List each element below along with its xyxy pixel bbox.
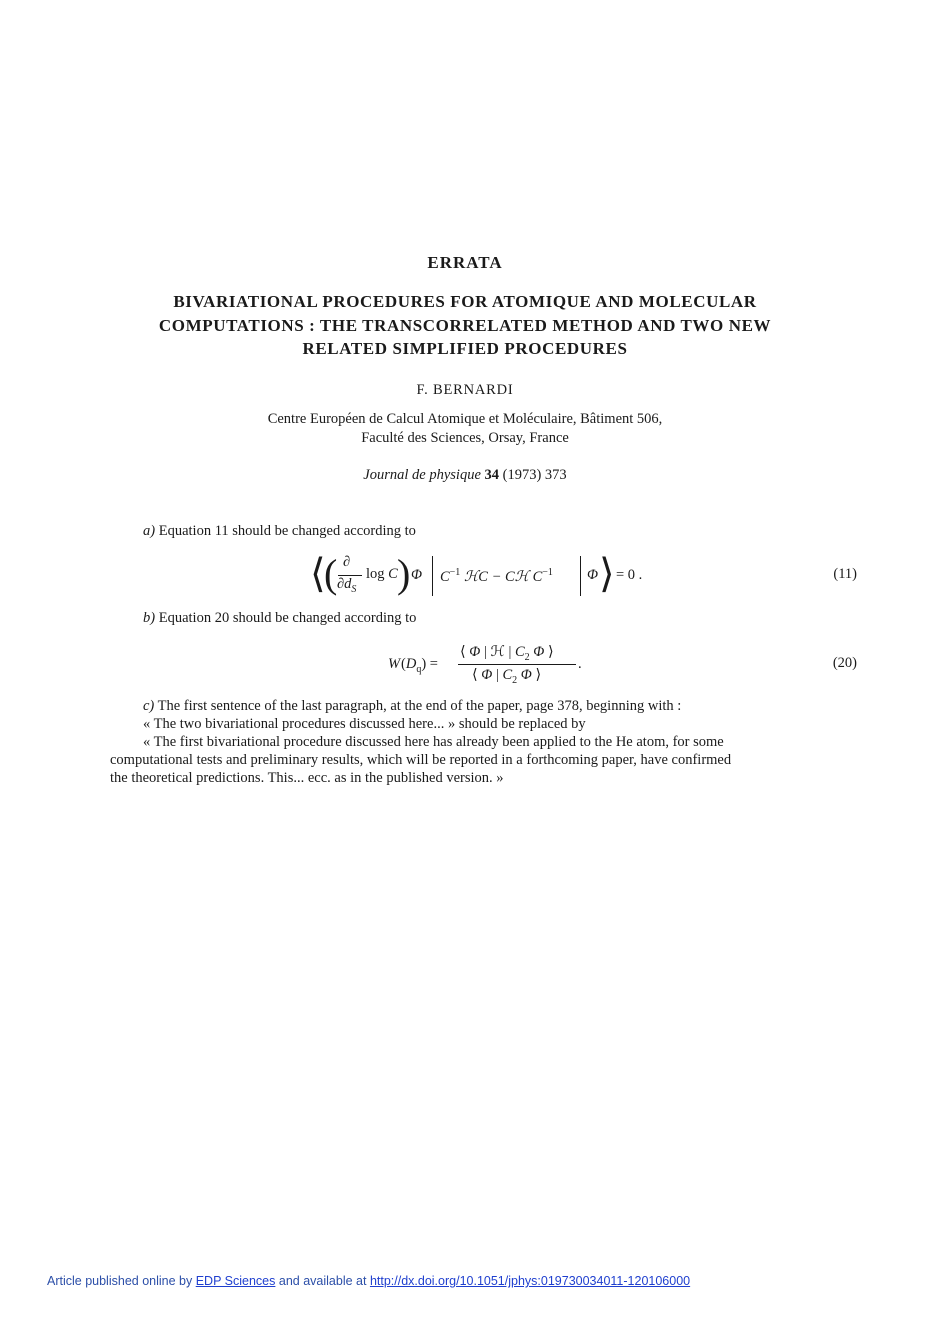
correction-c — [143, 698, 681, 715]
eq11-bar-2 — [580, 556, 581, 596]
footer-middle: and available at — [278, 1274, 367, 1288]
publication-footer — [47, 1274, 690, 1288]
eq11-right-paren: ) — [397, 551, 411, 596]
correction-c-line-1: The first sentence of the last paragraph, at the end of the paper, page 378, beginning with : — [157, 698, 682, 714]
eq20-lhs: W — [388, 656, 401, 672]
eq11-right-angle: ⟩ — [599, 551, 615, 596]
correction-c-line-2: « The two bivariational procedures discussed here... » should be replaced by — [143, 716, 586, 732]
correction-c-line-3: « The first bivariational procedure discussed here has already been applied to the He atom, for some — [143, 734, 724, 750]
eq11-operator: $C^{-1}$ ℋC − Cℋ $C^{-1}$ — [440, 567, 553, 585]
eq11-partial-top: ∂ — [343, 554, 351, 570]
affiliation-line-1: Centre Européen de Calcul Atomique et Moléculaire, Bâtiment 506, — [267, 411, 663, 427]
affiliation — [0, 410, 930, 448]
correction-a — [143, 523, 416, 540]
equation-20-number: (20) — [832, 655, 857, 671]
eq20-period: . — [578, 656, 582, 672]
author: F. BERNARDI — [416, 382, 514, 398]
journal-year-page: (1973) 373 — [502, 467, 567, 483]
equation-11-number: (11) — [833, 566, 857, 582]
correction-c-line-4: computational tests and preliminary results, which will be reported in a forthcoming paper, have confirmed — [110, 752, 732, 768]
journal-name: Journal de physique — [363, 467, 481, 483]
eq20-denominator: ⟨ Φ | $C_2$ Φ ⟩ — [472, 667, 542, 686]
correction-b — [143, 610, 416, 627]
title-line-1: BIVARIATIONAL PROCEDURES FOR ATOMIQUE AND MOLECULAR — [173, 292, 757, 311]
paper-title — [0, 290, 930, 361]
eq11-phi: Φ — [411, 567, 423, 583]
correction-c-line-5: the theoretical predictions. This... ecc. as in the published version. » — [110, 770, 504, 786]
correction-c-label: c) — [143, 698, 155, 714]
eq11-bar-1 — [432, 556, 433, 596]
eq11-left-angle: ⟨ — [310, 551, 326, 596]
footer-prefix: Article published online by — [47, 1274, 193, 1288]
eq20-lhs-arg: $(D_q)$ = — [401, 656, 438, 675]
correction-a-text: Equation 11 should be changed according to — [158, 523, 416, 539]
correction-a-label: a) — [143, 523, 156, 539]
journal-reference — [0, 467, 930, 484]
doi-link[interactable]: http://dx.doi.org/10.1051/jphys:019730034011-120106000 — [369, 1274, 691, 1288]
eq11-phi-2: Φ — [587, 567, 599, 583]
eq11-log: log C — [366, 566, 398, 582]
correction-b-label: b) — [143, 610, 156, 626]
eq11-partial-bottom: $\partial d_S$ — [337, 576, 357, 595]
publisher-link[interactable]: EDP Sciences — [195, 1274, 276, 1288]
eq11-equals-zero: = 0 . — [616, 567, 643, 583]
eq20-frac-line — [458, 664, 576, 665]
affiliation-line-2: Faculté des Sciences, Orsay, France — [361, 430, 569, 446]
eq11-left-paren: ( — [324, 551, 338, 596]
title-line-3: RELATED SIMPLIFIED PROCEDURES — [302, 339, 628, 358]
journal-volume: 34 — [484, 467, 500, 483]
eq20-numerator: ⟨ Φ | ℋ | $C_2$ Φ ⟩ — [460, 644, 554, 663]
equation-11 — [310, 552, 660, 602]
title-line-2: COMPUTATIONS : THE TRANSCORRELATED METHOD AND TWO NEW — [158, 315, 772, 335]
errata-heading: ERRATA — [427, 253, 503, 272]
equation-20 — [388, 640, 608, 690]
correction-b-text: Equation 20 should be changed according to — [158, 610, 417, 626]
